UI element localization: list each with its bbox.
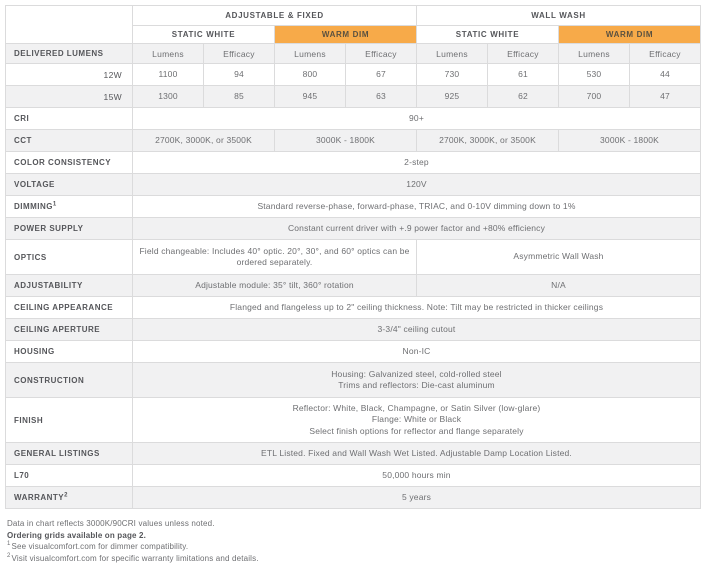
construction-line-2: Trims and reflectors: Die-cast aluminum — [137, 380, 696, 392]
row-label-adjustability: ADJUSTABILITY — [6, 275, 133, 297]
table-row — [6, 64, 701, 86]
footnote-ordering-grids: Ordering grids available on page 2. — [7, 530, 707, 542]
row-label-l70: L70 — [6, 465, 133, 487]
subheader-ww-warm-dim: WARM DIM — [559, 26, 701, 44]
footnote-data-reflects: Data in chart reflects 3000K/90CRI values unless noted. — [7, 518, 707, 530]
subheader-adj-warm-dim: WARM DIM — [275, 26, 417, 44]
cct-ww-warm-value: 3000K - 1800K — [559, 130, 701, 152]
ceiling-aperture-value: 3-3/4" ceiling cutout — [133, 319, 701, 341]
table-row — [6, 196, 701, 218]
lumens-value: 925 — [417, 86, 488, 108]
l70-value: 50,000 hours min — [133, 465, 701, 487]
table-row — [6, 297, 701, 319]
ceiling-appearance-value: Flanged and flangeless up to 2" ceiling thickness. Note: Tilt may be restricted in thicker ceilings — [133, 297, 701, 319]
row-label-warranty — [6, 487, 133, 509]
construction-line-1: Housing: Galvanized steel, cold-rolled steel — [137, 369, 696, 381]
cct-adj-static-value: 2700K, 3000K, or 3500K — [133, 130, 275, 152]
lumens-value: 800 — [275, 64, 346, 86]
colhead-lumens: Lumens — [133, 44, 204, 64]
cct-adj-warm-value: 3000K - 1800K — [275, 130, 417, 152]
warranty-value: 5 years — [133, 487, 701, 509]
lumens-value: 1100 — [133, 64, 204, 86]
row-label-12w: 12W — [6, 64, 133, 86]
row-label-voltage: VOLTAGE — [6, 174, 133, 196]
footnote-1-text: See visualcomfort.com for dimmer compatibility. — [12, 542, 189, 551]
finish-line-1: Reflector: White, Black, Champagne, or Satin Silver (low-glare) — [137, 403, 696, 415]
lumens-value: 700 — [559, 86, 630, 108]
row-label-ceiling-aperture: CEILING APERTURE — [6, 319, 133, 341]
table-row — [6, 130, 701, 152]
finish-line-3: Select finish options for reflector and flange separately — [137, 426, 696, 438]
footnote-dimmer-compatibility — [7, 541, 707, 553]
voltage-value: 120V — [133, 174, 701, 196]
warranty-footnote-marker: 2 — [64, 492, 68, 498]
colhead-lumens: Lumens — [417, 44, 488, 64]
row-label-cri: CRI — [6, 108, 133, 130]
table-row — [6, 487, 701, 509]
footnote-2-marker: 2 — [7, 553, 11, 559]
row-label-color-consistency: COLOR CONSISTENCY — [6, 152, 133, 174]
efficacy-value: 61 — [488, 64, 559, 86]
table-row — [6, 465, 701, 487]
row-label-ceiling-appearance: CEILING APPEARANCE — [6, 297, 133, 319]
table-row — [6, 218, 701, 240]
table-row — [6, 341, 701, 363]
efficacy-value: 44 — [630, 64, 701, 86]
table-row — [6, 275, 701, 297]
colhead-efficacy: Efficacy — [630, 44, 701, 64]
housing-value: Non-IC — [133, 341, 701, 363]
subheader-ww-static-white: STATIC WHITE — [417, 26, 559, 44]
finish-line-2: Flange: White or Black — [137, 414, 696, 426]
efficacy-value: 67 — [346, 64, 417, 86]
lumens-value: 1300 — [133, 86, 204, 108]
dimming-footnote-marker: 1 — [53, 201, 57, 207]
optics-adjustable-value: Field changeable: Includes 40° optic. 20°, 30°, and 60° optics can be ordered separately. — [133, 240, 417, 275]
row-label-optics: OPTICS — [6, 240, 133, 275]
colhead-lumens: Lumens — [275, 44, 346, 64]
cct-ww-static-value: 2700K, 3000K, or 3500K — [417, 130, 559, 152]
adjustability-wall-wash-value: N/A — [417, 275, 701, 297]
efficacy-value: 63 — [346, 86, 417, 108]
cri-value: 90+ — [133, 108, 701, 130]
footnote-warranty-details — [7, 553, 707, 564]
adjustability-adjustable-value: Adjustable module: 35° tilt, 360° rotation — [133, 275, 417, 297]
footnote-1-marker: 1 — [7, 541, 11, 547]
table-row — [6, 398, 701, 443]
table-row — [6, 6, 701, 26]
row-label-general-listings: GENERAL LISTINGS — [6, 443, 133, 465]
efficacy-value: 62 — [488, 86, 559, 108]
lumens-value: 730 — [417, 64, 488, 86]
lumens-value: 530 — [559, 64, 630, 86]
footnotes — [7, 518, 707, 564]
footnote-2-text: Visit visualcomfort.com for specific warranty limitations and details. — [12, 554, 259, 563]
corner-empty-cell — [6, 6, 133, 44]
warranty-label-text: WARRANTY — [14, 493, 64, 502]
colhead-efficacy: Efficacy — [204, 44, 275, 64]
table-row — [6, 108, 701, 130]
column-group-wall-wash: WALL WASH — [417, 6, 701, 26]
general-listings-value: ETL Listed. Fixed and Wall Wash Wet Listed. Adjustable Damp Location Listed. — [133, 443, 701, 465]
row-label-housing: HOUSING — [6, 341, 133, 363]
finish-value — [133, 398, 701, 443]
column-group-adjustable-fixed: ADJUSTABLE & FIXED — [133, 6, 417, 26]
lumens-value: 945 — [275, 86, 346, 108]
optics-wall-wash-value: Asymmetric Wall Wash — [417, 240, 701, 275]
color-consistency-value: 2-step — [133, 152, 701, 174]
table-row — [6, 240, 701, 275]
row-label-cct: CCT — [6, 130, 133, 152]
power-supply-value: Constant current driver with +.9 power factor and +80% efficiency — [133, 218, 701, 240]
table-row — [6, 174, 701, 196]
spec-table — [5, 5, 701, 509]
table-row — [6, 86, 701, 108]
dimming-value: Standard reverse-phase, forward-phase, TRIAC, and 0-10V dimming down to 1% — [133, 196, 701, 218]
row-label-finish: FINISH — [6, 398, 133, 443]
row-label-power-supply: POWER SUPPLY — [6, 218, 133, 240]
table-row — [6, 363, 701, 398]
efficacy-value: 47 — [630, 86, 701, 108]
row-label-dimming — [6, 196, 133, 218]
subheader-adj-static-white: STATIC WHITE — [133, 26, 275, 44]
row-label-construction: CONSTRUCTION — [6, 363, 133, 398]
table-row — [6, 152, 701, 174]
row-label-delivered-lumens: DELIVERED LUMENS — [6, 44, 133, 64]
dimming-label-text: DIMMING — [14, 202, 53, 211]
table-row — [6, 319, 701, 341]
colhead-efficacy: Efficacy — [488, 44, 559, 64]
construction-value — [133, 363, 701, 398]
colhead-lumens: Lumens — [559, 44, 630, 64]
table-row — [6, 44, 701, 64]
row-label-15w: 15W — [6, 86, 133, 108]
efficacy-value: 94 — [204, 64, 275, 86]
efficacy-value: 85 — [204, 86, 275, 108]
colhead-efficacy: Efficacy — [346, 44, 417, 64]
